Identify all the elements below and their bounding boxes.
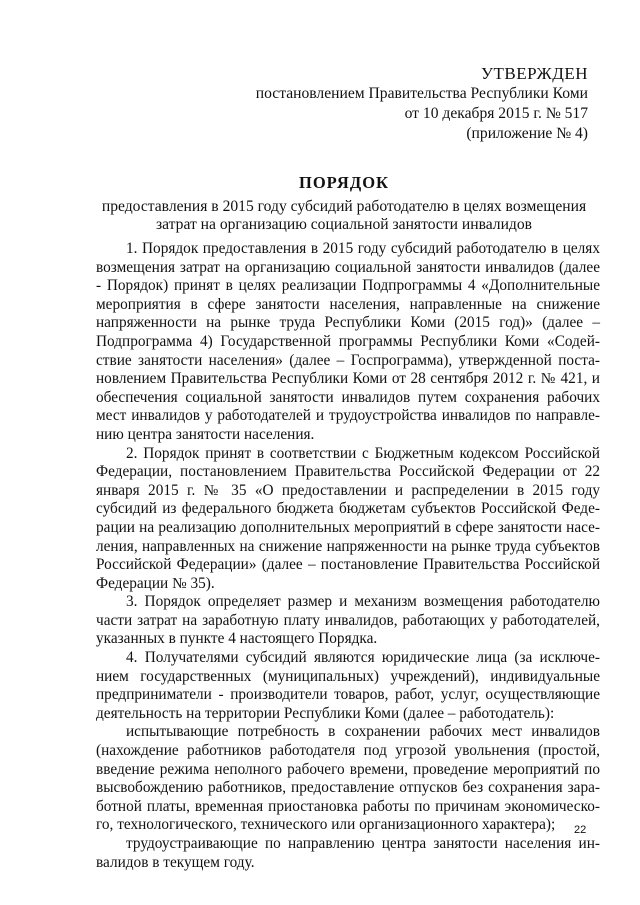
approval-line-3: (приложение № 4)	[466, 125, 588, 142]
document-title: ПОРЯДОК	[299, 173, 389, 192]
paragraph-1: 1. Порядок предоставления в 2015 году субсидий работодателю в целях возмещения затрат на организацию социальной занятости инвалидов (далее - Порядок) принят в целях реализации Подпрограммы 4 «Дополнительные мероприятия в сфере занятости населения, направленные на снижение напряженности на рынке труда Республики Коми (2015 год)» (далее – Подпрограмма 4) Государственной программы Республики Коми «Содействие занятости населения» (далее – Госпрограмма), утвержденной постановлением Правительства Республики Коми от 28 сентября 2012 г. № 421, и обеспечения социальной занятости инвалидов путем сохранения рабочих мест инвалидов у работодателей и трудоустройства инвалидов по направлению центра занятости населения.	[96, 240, 600, 443]
document-body	[96, 240, 600, 872]
document-subtitle	[88, 198, 600, 234]
approval-heading: УТВЕРЖДЕН	[481, 64, 588, 83]
subtitle-line-2: затрат на организацию социальной занятости инвалидов	[155, 216, 533, 233]
paragraph-3: 3. Порядок определяет размер и механизм возмещения работодателю части затрат на заработную плату инвалидов, работающих у работодателей, указанных в пункте 4 настоящего Порядка.	[96, 593, 600, 648]
subtitle-line-1: предоставления в 2015 году субсидий работодателю в целях возмещения	[101, 198, 587, 215]
paragraph-4-item-1: испытывающие потребность в сохранении рабочих мест инвалидов (нахождение работников работодателя под угрозой увольнения (простой, введение режима неполного рабочего времени, проведение мероприятий по высвобождению работников, предоставление отпусков без сохранения заработной платы, временная приостановка работы по причинам экономического, технологического, технического или организационного характера);	[96, 723, 600, 834]
approval-line-1: постановлением Правительства Республики Коми	[255, 85, 588, 102]
title-block	[88, 172, 600, 234]
page-number: 22	[574, 824, 587, 836]
paragraph-4: 4. Получателями субсидий являются юридические лица (за исключением государственных (муниципальных) учреждений), индивидуальные предприниматели - производители товаров, работ, услуг, осуществляющие деятельность на территории Республики Коми (далее – работодатель):	[96, 649, 600, 722]
approval-line-2: от 10 декабря 2015 г. № 517	[404, 105, 588, 122]
approval-stamp	[256, 64, 588, 144]
paragraph-2: 2. Порядок принят в соответствии с Бюджетным кодексом Российской Федерации, постановлением Правительства Российской Федерации от 22 января 2015 г. № 35 «О предоставлении и распределении в 2015 году субсидий из федерального бюджета бюджетам субъектов Российской Федерации на реализацию дополнительных мероприятий в сфере занятости населения, направленных на снижение напряженности на рынке труда субъектов Российской Федерации» (далее – постановление Правительства Российской Федерации № 35).	[96, 444, 600, 592]
paragraph-4-item-2: трудоустраивающие по направлению центра занятости населения инвалидов в текущем году.	[96, 835, 600, 871]
